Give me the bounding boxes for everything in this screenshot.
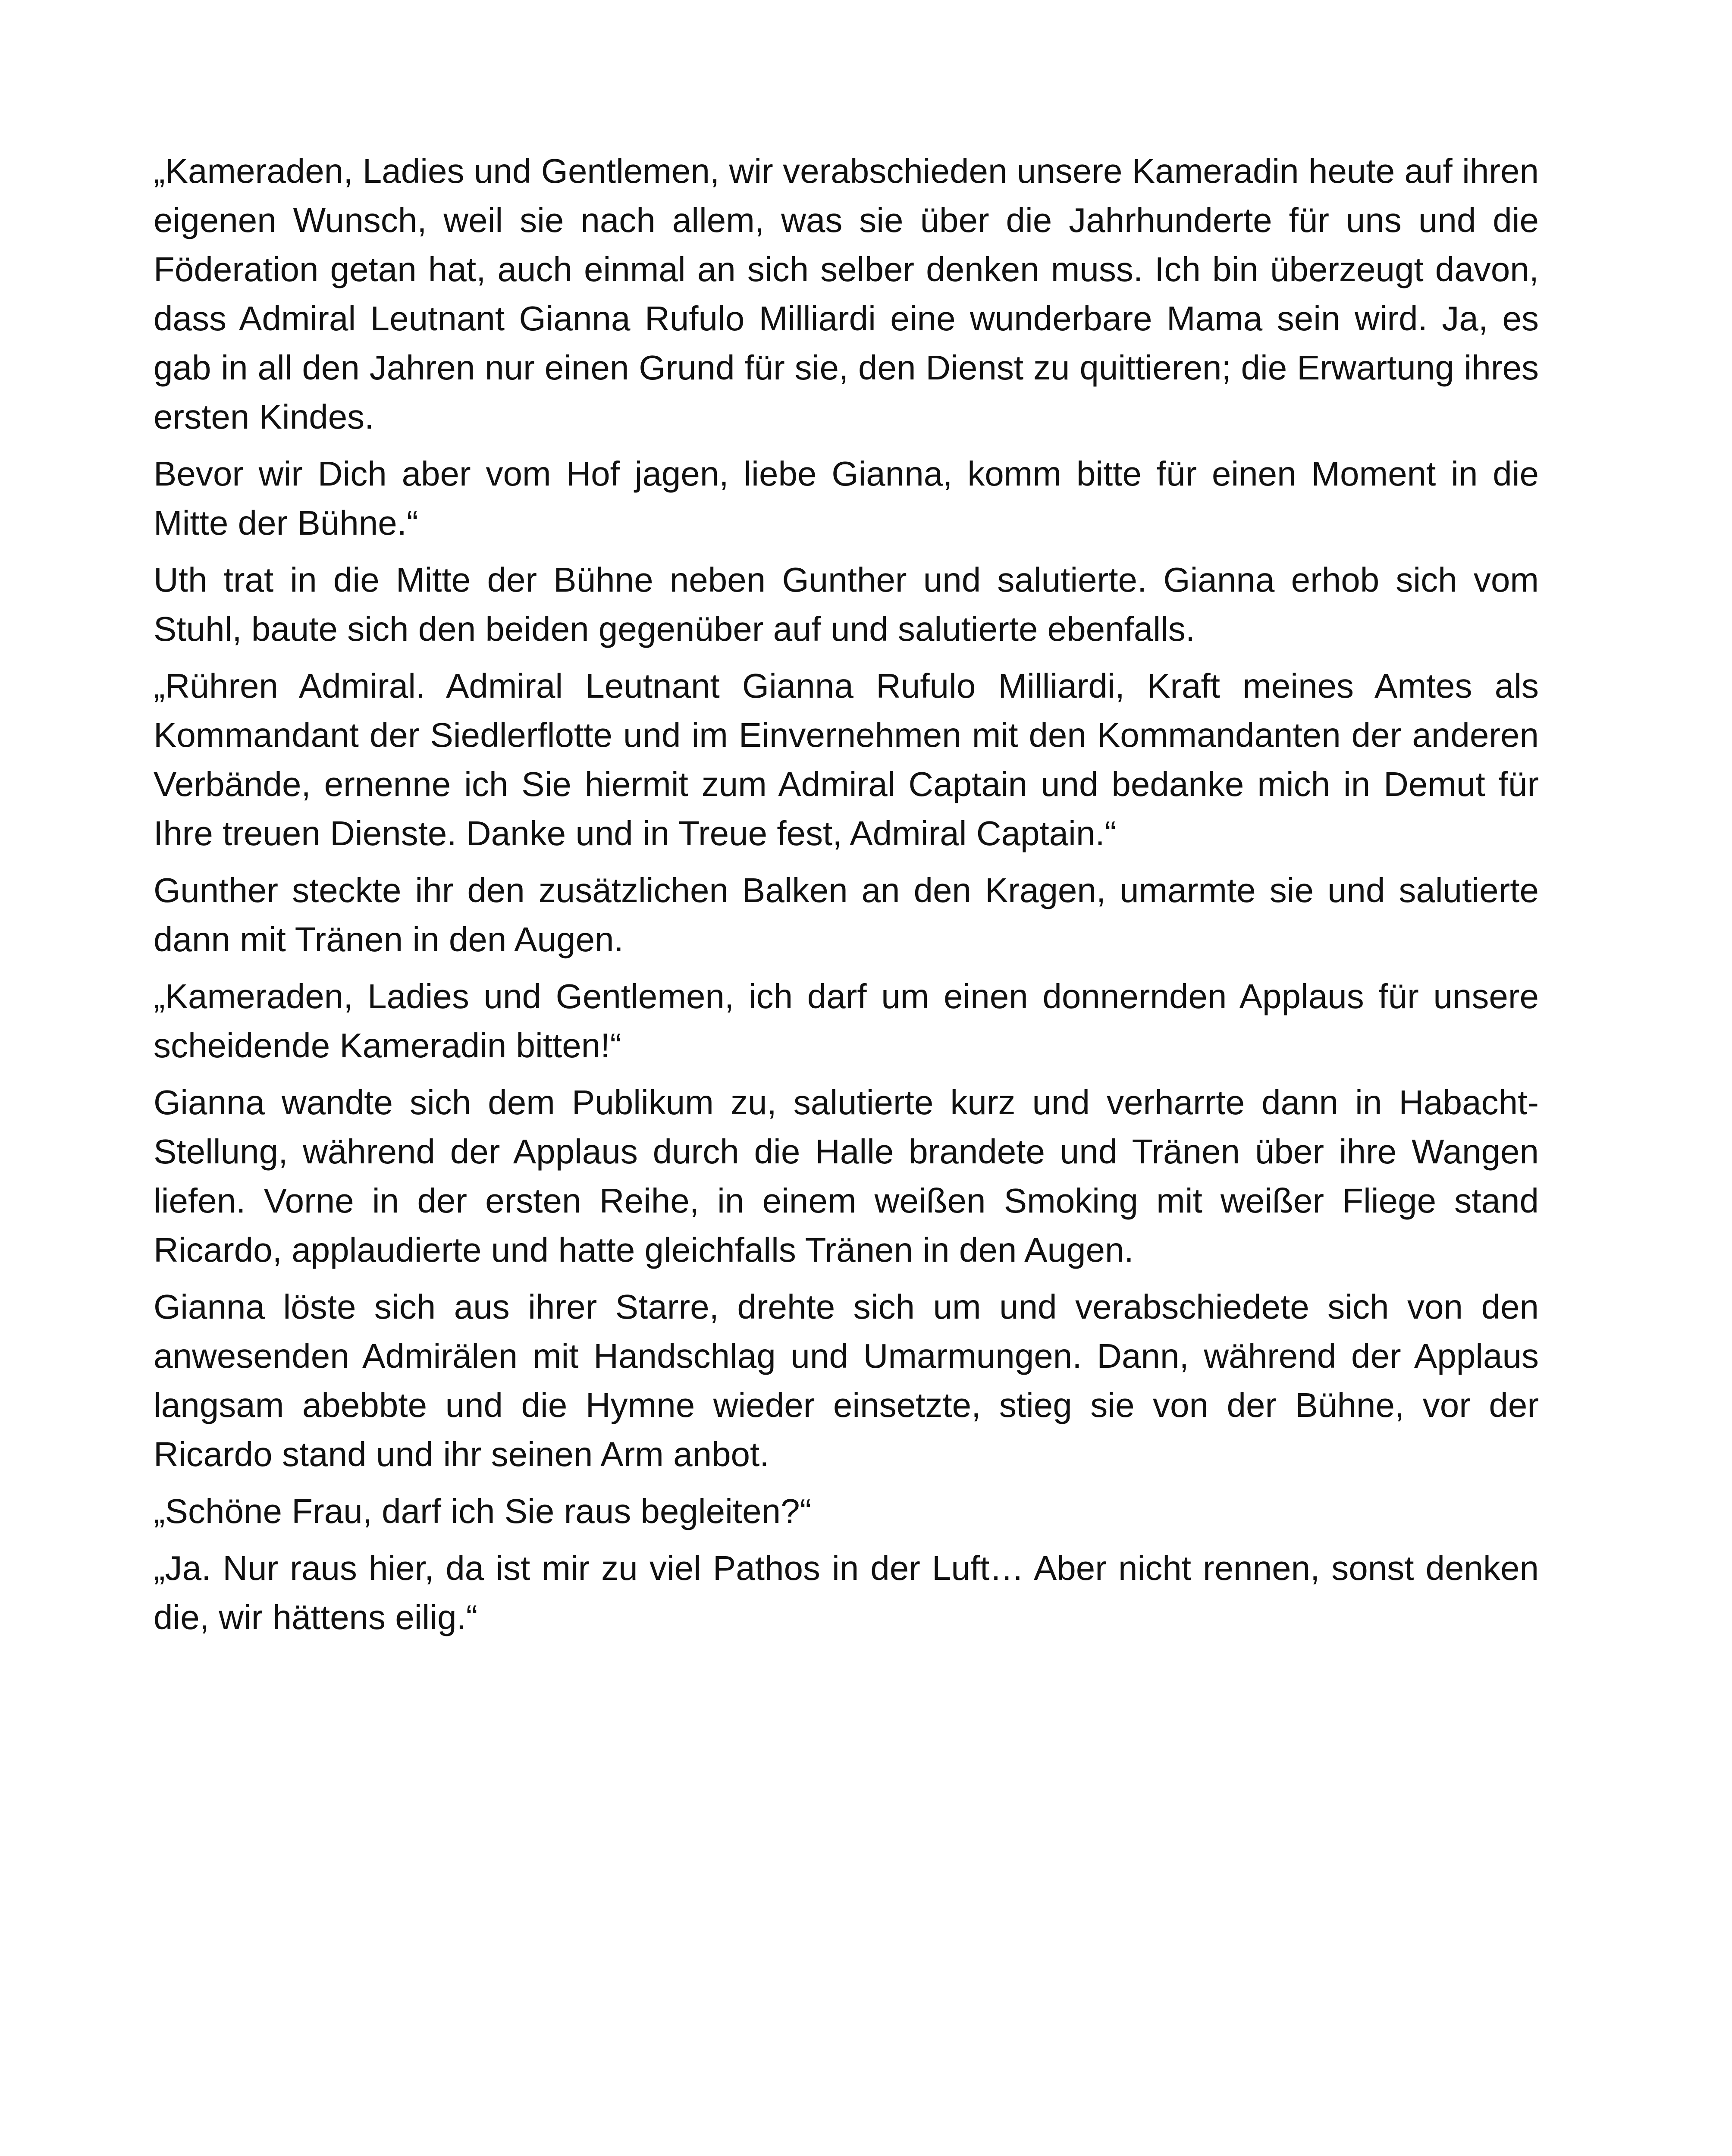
paragraph-5: Gunther steckte ihr den zusätzlichen Balken an den Kragen, umarmte sie und salutierte dann mit Tränen in den Augen. [154,871,1539,959]
paragraph-6: „Kameraden, Ladies und Gentlemen, ich darf um einen donnernden Applaus für unsere scheidende Kameradin bitten!“ [154,977,1539,1065]
paragraph-10: „Ja. Nur raus hier, da ist mir zu viel Pathos in der Luft… Aber nicht rennen, sonst denken die, wir hättens eilig.“ [154,1549,1539,1636]
paragraph-1: „Kameraden, Ladies und Gentlemen, wir verabschieden unsere Kameradin heute auf ihren eigenen Wunsch, weil sie nach allem, was sie über die Jahrhunderte für uns und die Föderation getan hat, auch einmal an sich selber denken muss. Ich bin überzeugt davon, dass Admiral Leutnant Gianna Rufulo Milliardi eine wunderbare Mama sein wird. Ja, es gab in all den Jahren nur einen Grund für sie, den Dienst zu quittieren; die Erwartung ihres ersten Kindes. [154,152,1539,436]
paragraph-3: Uth trat in die Mitte der Bühne neben Gunther und salutierte. Gianna erhob sich vom Stuhl, baute sich den beiden gegenüber auf und salutierte ebenfalls. [154,561,1539,648]
paragraph-9: „Schöne Frau, darf ich Sie raus begleiten?“ [154,1492,812,1530]
paragraph-8: Gianna löste sich aus ihrer Starre, drehte sich um und verabschiedete sich von den anwesenden Admirälen mit Handschlag und Umarmungen. Dann, während der Applaus langsam abebbte und die Hymne wieder einsetzte, stieg sie von der Bühne, vor der Ricardo stand und ihr seinen Arm anbot. [154,1288,1539,1473]
paragraph-4: „Rühren Admiral. Admiral Leutnant Gianna Rufulo Milliardi, Kraft meines Amtes als Kommandant der Siedlerflotte und im Einvernehmen mit den Kommandanten der anderen Verbände, ernenne ich Sie hiermit zum Admiral Captain und bedanke mich in Demut für Ihre treuen Dienste. Danke und in Treue fest, Admiral Captain.“ [154,667,1539,852]
paragraph-2: Bevor wir Dich aber vom Hof jagen, liebe Gianna, komm bitte für einen Moment in die Mitte der Bühne.“ [154,454,1539,542]
paragraph-7: Gianna wandte sich dem Publikum zu, salutierte kurz und verharrte dann in Habacht-Stellung, während der Applaus durch die Halle brandete und Tränen über ihre Wangen liefen. Vorne in der ersten Reihe, in einem weißen Smoking mit weißer Fliege stand Ricardo, applaudierte und hatte gleichfalls Tränen in den Augen. [154,1083,1539,1269]
body-text [154,147,1539,1650]
